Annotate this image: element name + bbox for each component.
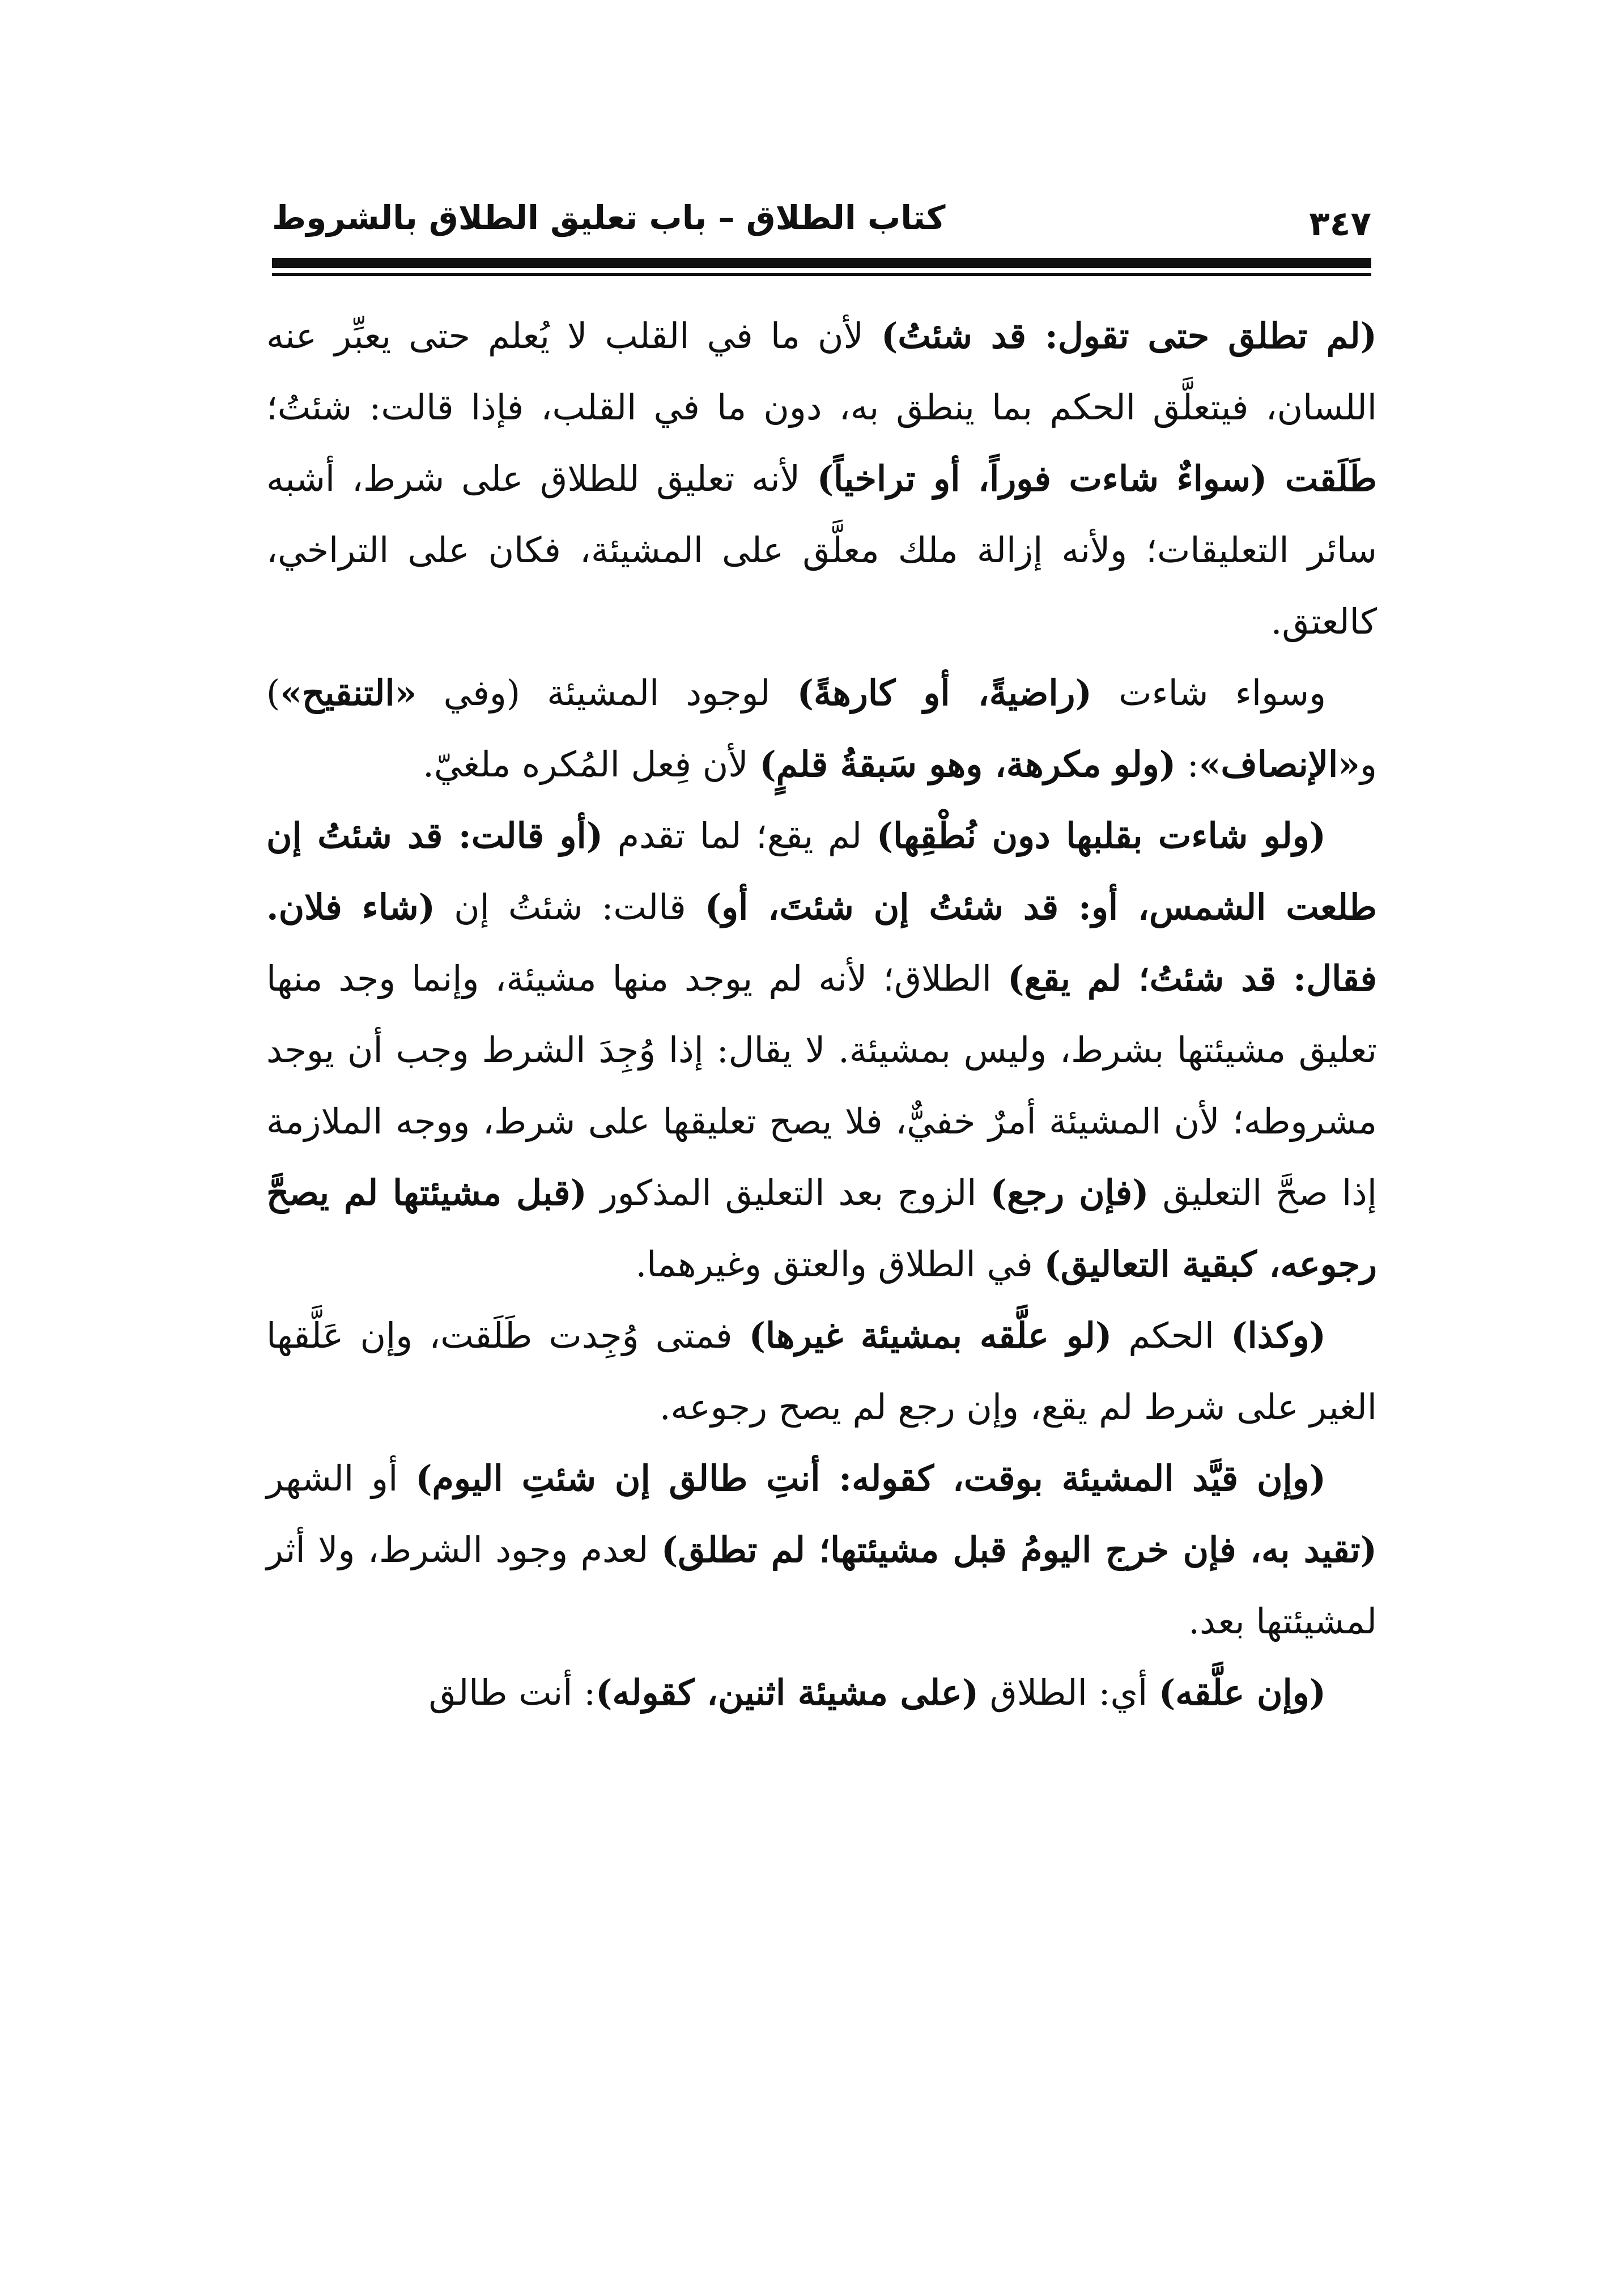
bold-text-segment: (شاء فلان. فقال: قد شئتُ؛ لم يقع) bbox=[266, 886, 1378, 999]
bold-text-segment: (ولو مكرهة، وهو سَبقةُ قلمٍ) bbox=[759, 744, 1176, 785]
bold-text-segment: (لو علَّقه بمشيئة غيرها) bbox=[749, 1315, 1112, 1356]
paragraph bbox=[266, 1657, 1377, 1729]
text-segment: الطلاق؛ لأنه لم يوجد منها مشيئة، وإنما وجد منها تعليق مشيئتها بشرط، وليس بمشيئة. لا يقال: إذا وُجِدَ الشرط وجب أن يوجد مشروطه؛ لأن المشيئة أمرٌ خفيٌّ، فلا يصح تعليقها على شرط، ووجه الملازمة إذا صحَّ التعليق bbox=[266, 958, 1378, 1213]
bold-text-segment: «الإنصاف» bbox=[1198, 744, 1361, 785]
text-segment: الزوج بعد التعليق المذكور bbox=[586, 1172, 990, 1213]
bold-text-segment: (أو قالت: قد شئتُ إن طلعت الشمس، أو: قد شئتُ إن شئتَ، أو) bbox=[266, 815, 1377, 928]
bold-text-segment: (على مشيئة اثنين، كقوله) bbox=[596, 1672, 979, 1713]
text-segment: الحكم bbox=[1112, 1315, 1231, 1356]
bold-text-segment: (وإن علَّقه) bbox=[1158, 1672, 1326, 1713]
page-number: ٣٤٧ bbox=[1309, 204, 1371, 244]
bold-text-segment: (فإن رجع) bbox=[990, 1172, 1149, 1213]
text-segment: ) و bbox=[266, 672, 1377, 785]
paragraph bbox=[266, 800, 1377, 1300]
bold-text-segment: (وإن قيَّد المشيئة بوقت، كقوله: أنتِ طالق إن شئتِ اليوم) bbox=[415, 1458, 1327, 1499]
running-title: كتاب الطلاق – باب تعليق الطلاق بالشروط bbox=[272, 198, 946, 237]
text-segment: لوجود المشيئة (وفي bbox=[416, 672, 797, 714]
paragraph bbox=[266, 300, 1377, 657]
header-rule-thick bbox=[272, 258, 1371, 268]
paragraph bbox=[266, 1443, 1377, 1657]
bold-text-segment: (راضيةً، أو كارهةً) bbox=[797, 672, 1092, 714]
text-segment: لأن ما في القلب لا يُعلم حتى يعبِّر عنه اللسان، فيتعلَّق الحكم بما ينطق به، دون ما في القلب، فإذا قالت: شئتُ؛ bbox=[266, 315, 1377, 428]
text-segment: : أنت طالق bbox=[428, 1672, 596, 1713]
header-rule-thin bbox=[272, 273, 1371, 276]
page-header bbox=[272, 193, 1371, 261]
text-segment: فمتى وُجِدت طَلَقت، وإن عَلَّقها الغير على شرط لم يقع، وإن رجع لم يصح رجوعه. bbox=[266, 1315, 1377, 1428]
text-segment: لأن فِعل المُكره ملغيّ. bbox=[423, 744, 760, 785]
text-segment: في الطلاق والعتق وغيرهما. bbox=[635, 1243, 1044, 1285]
text-segment: لأنه تعليق للطلاق على شرط، أشبه سائر التعليقات؛ ولأنه إزالة ملك معلَّق على المشيئة، فكان على التراخي، كالعتق. bbox=[266, 458, 1377, 642]
text-segment: أي: الطلاق bbox=[979, 1672, 1159, 1713]
bold-text-segment: (وكذا) bbox=[1231, 1315, 1327, 1356]
paragraph bbox=[266, 657, 1377, 800]
paragraph bbox=[266, 1300, 1377, 1443]
text-segment: وسواء شاءت bbox=[1091, 672, 1327, 714]
bold-text-segment: طَلَقت (سواءٌ شاءت فوراً، أو تراخياً) bbox=[817, 458, 1377, 499]
text-segment: قالت: شئتُ إن bbox=[435, 886, 705, 928]
bold-text-segment: (قبل مشيئتها لم يصحَّ رجوعه، كبقية التعاليق) bbox=[266, 1172, 1377, 1285]
text-segment: لم يقع؛ لما تقدم bbox=[603, 815, 877, 856]
text-segment: أو الشهر bbox=[266, 1458, 416, 1499]
body-text bbox=[266, 300, 1377, 1729]
bold-text-segment: «التنقيح» bbox=[280, 672, 417, 714]
bold-text-segment: (تقيد به، فإن خرج اليومُ قبل مشيئتها؛ لم تطلق) bbox=[661, 1529, 1377, 1570]
bold-text-segment: (لم تطلق حتى تقول: قد شئتُ) bbox=[881, 315, 1378, 356]
bold-text-segment: (ولو شاءت بقلبها دون نُطْقِها) bbox=[876, 815, 1326, 856]
text-segment: لعدم وجود الشرط، ولا أثر لمشيئتها بعد. bbox=[266, 1529, 1377, 1642]
text-segment: : bbox=[1176, 744, 1199, 785]
